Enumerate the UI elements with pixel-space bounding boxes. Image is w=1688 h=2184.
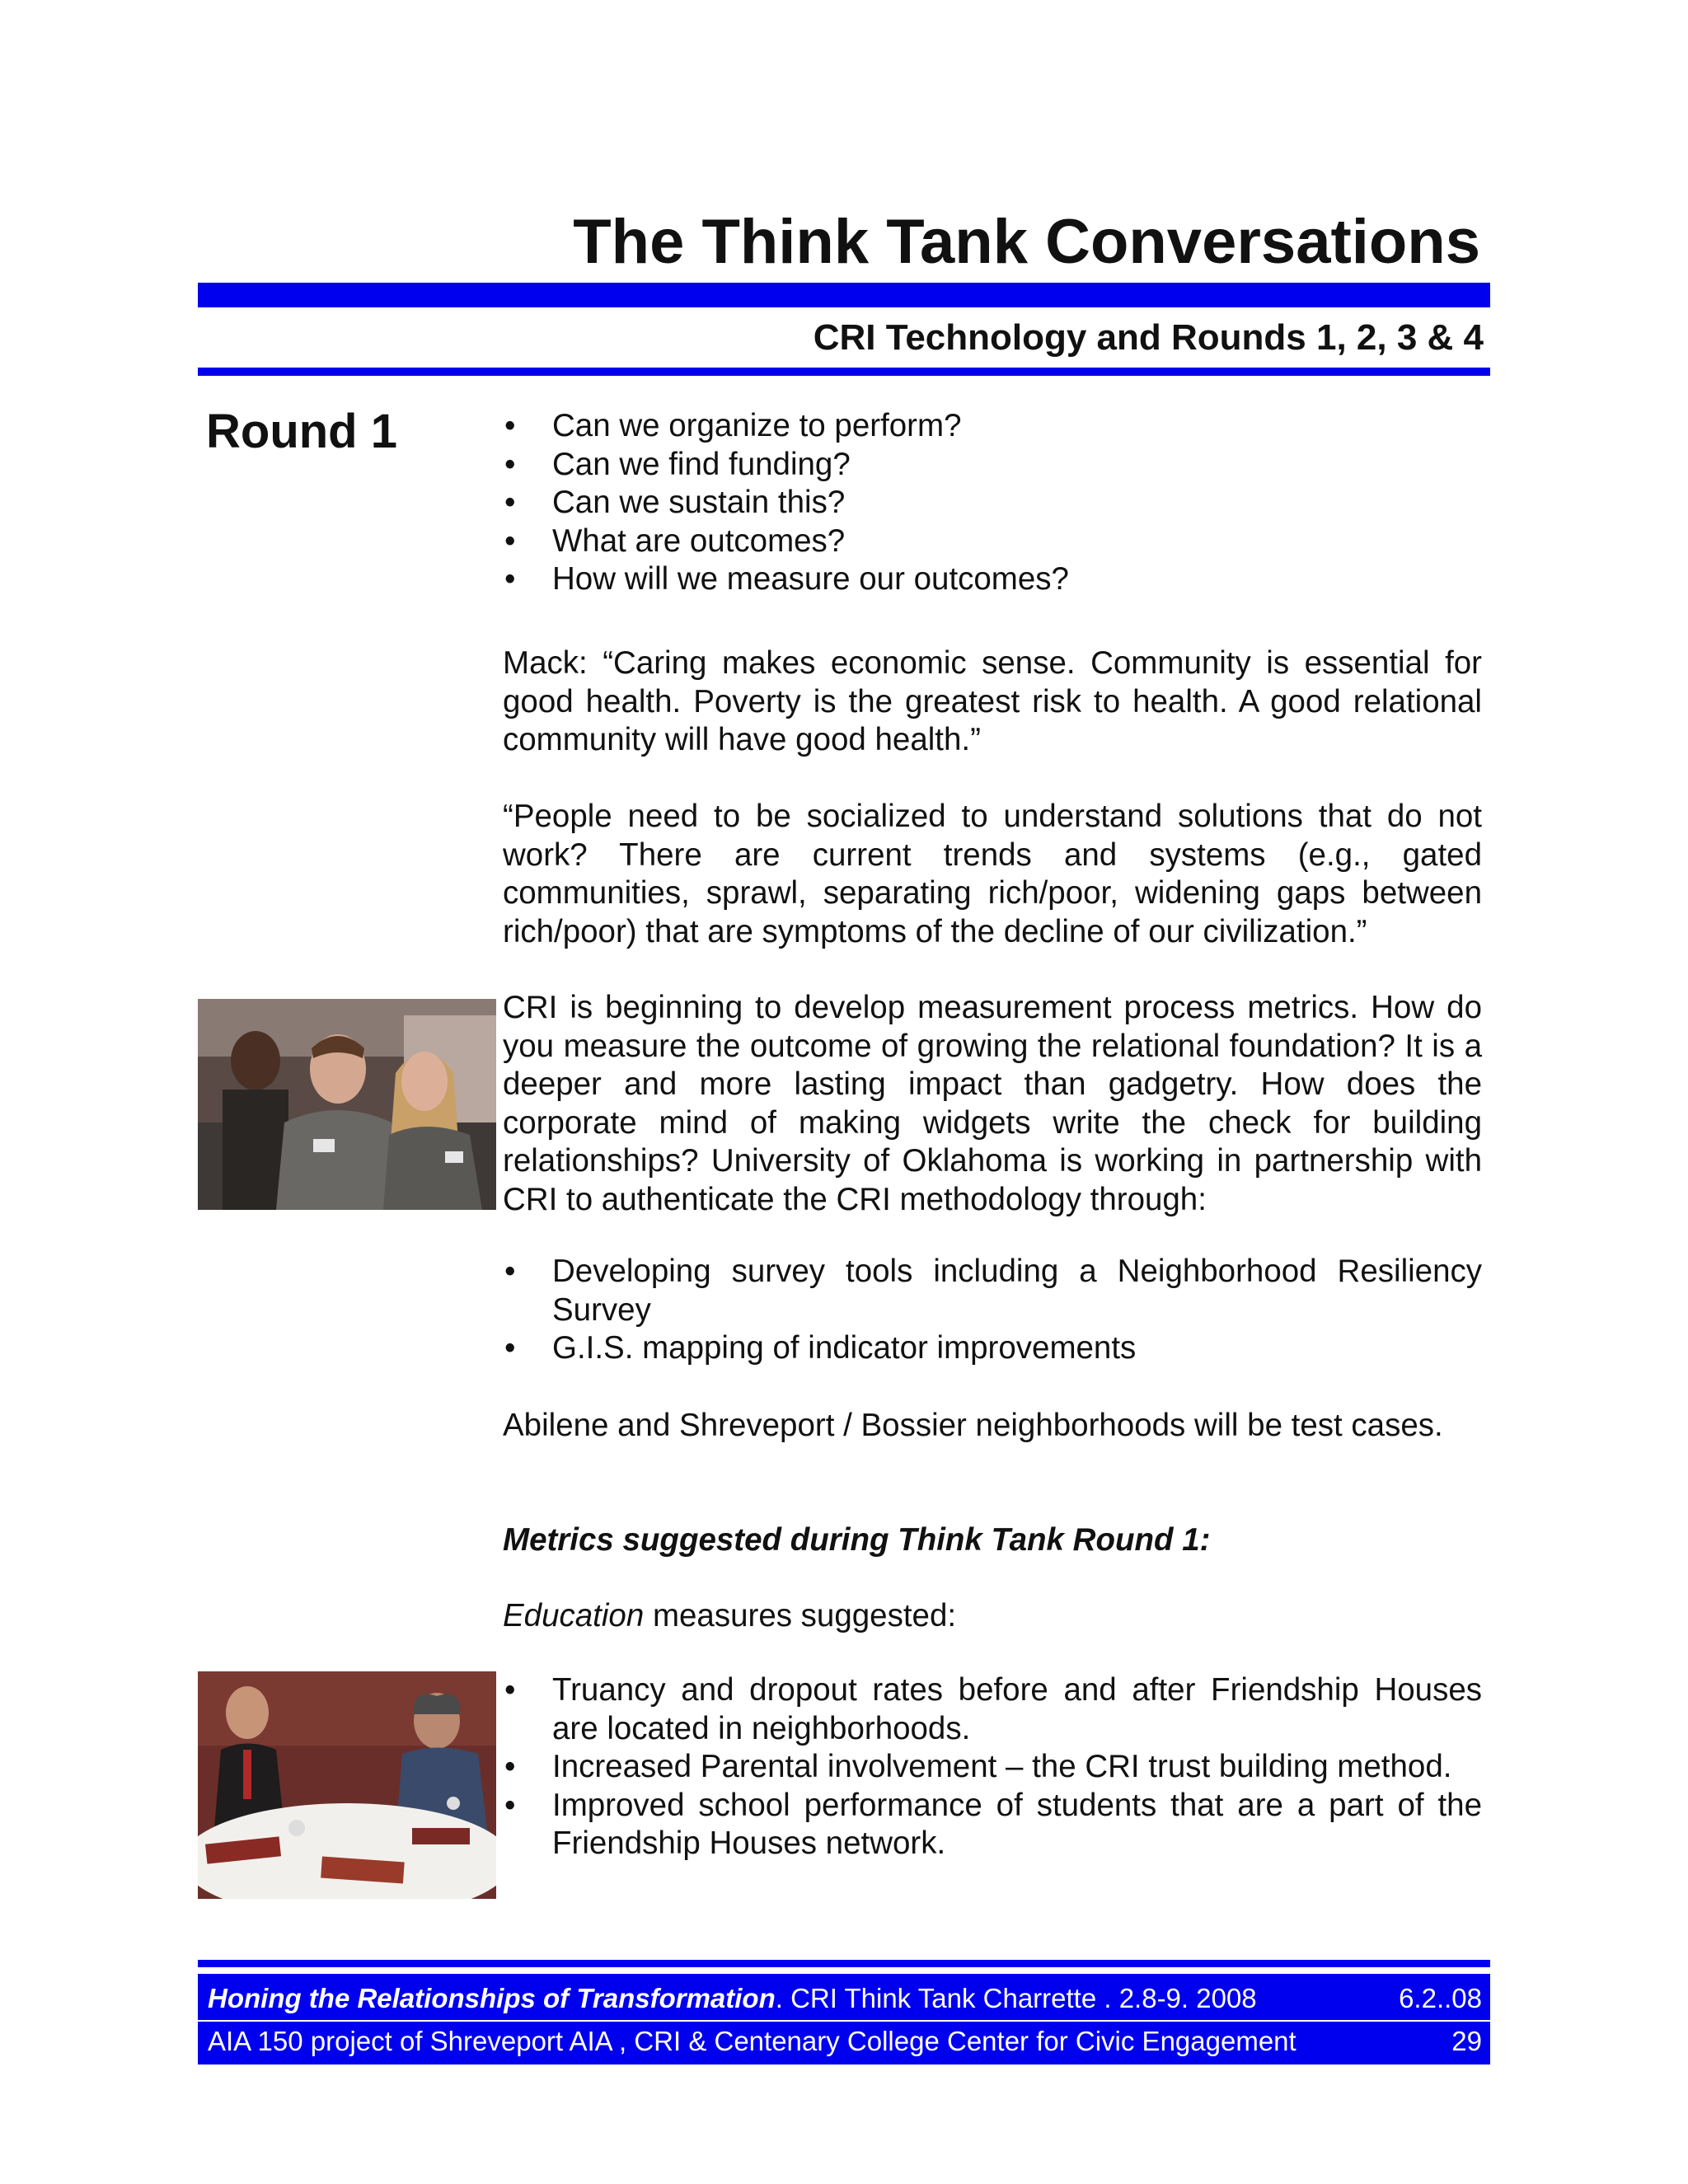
photo-table-discussion-image xyxy=(198,1671,496,1899)
footer xyxy=(198,1974,1490,2064)
methodology-block xyxy=(503,1253,1482,1368)
methodology-item: • G.I.S. mapping of indicator improvements xyxy=(503,1329,1482,1368)
education-emphasis: Education xyxy=(503,1598,645,1633)
photo-participants-image xyxy=(198,999,496,1210)
round-heading: Round 1 xyxy=(206,405,397,458)
education-block xyxy=(503,1671,1482,1863)
footer-event: . CRI Think Tank Charrette . 2.8-9. 2008 xyxy=(775,1983,1257,2013)
education-item: • Improved school performance of students that are a part of the Friendship Houses network. xyxy=(503,1787,1482,1863)
question-item: • Can we sustain this? xyxy=(503,484,1482,523)
footer-rule xyxy=(198,1960,1490,1967)
education-item: • Truancy and dropout rates before and after Friendship Houses are located in neighborhoods. xyxy=(503,1671,1482,1748)
questions-block xyxy=(503,407,1482,599)
page-title: The Think Tank Conversations xyxy=(573,207,1480,277)
photo-participants xyxy=(198,999,496,1210)
education-list xyxy=(503,1671,1482,1863)
education-heading xyxy=(503,1597,1482,1636)
question-item: • Can we organize to perform? xyxy=(503,407,1482,446)
questions-list xyxy=(503,407,1482,599)
question-item: • Can we find funding? xyxy=(503,446,1482,485)
title-rule xyxy=(198,283,1490,307)
page-subtitle: CRI Technology and Rounds 1, 2, 3 & 4 xyxy=(813,317,1484,358)
footer-divider xyxy=(198,2020,1490,2022)
methodology-list xyxy=(503,1253,1482,1368)
people-quote-paragraph: “People need to be socialized to understand solutions that do not work? There are current trends and systems (e.g., gated communities, sprawl, separating rich/poor, widening gaps between rich/poor) that are symptoms of the decline of our civilization.” xyxy=(503,799,1482,949)
subtitle-rule xyxy=(198,368,1490,376)
photo-table-discussion xyxy=(198,1671,496,1899)
methodology-item: • Developing survey tools including a Neighborhood Resiliency Survey xyxy=(503,1253,1482,1329)
question-item: • How will we measure our outcomes? xyxy=(503,560,1482,599)
footer-project: AIA 150 project of Shreveport AIA , CRI & Centenary College Center for Civic Engagement xyxy=(208,2026,1296,2056)
footer-line-2 xyxy=(208,2023,1482,2060)
footer-line-1 xyxy=(208,1980,1482,2017)
page-number: 29 xyxy=(1451,2026,1482,2056)
mack-quote-paragraph: Mack: “Caring makes economic sense. Community is essential for good health. Poverty is the greatest risk to health. A good relational community will have good health.” xyxy=(503,645,1482,757)
question-item: • What are outcomes? xyxy=(503,523,1482,561)
test-cases-paragraph: Abilene and Shreveport / Bossier neighborhoods will be test cases. xyxy=(503,1408,1443,1443)
education-item: • Increased Parental involvement – the CRI trust building method. xyxy=(503,1748,1482,1787)
footer-publication-title: Honing the Relationships of Transformation xyxy=(208,1983,776,2013)
cri-metrics-paragraph: CRI is beginning to develop measurement process metrics. How do you measure the outcome of growing the relational foundation? It is a deeper and more lasting impact than gadgetry. How does the corporate mind of making widgets write the check for building relationships? University of Oklahoma is working in partnership with CRI to authenticate the CRI methodology through: xyxy=(503,990,1482,1217)
footer-date: 6.2..08 xyxy=(1399,1983,1482,2013)
metrics-heading: Metrics suggested during Think Tank Round 1: xyxy=(503,1522,1211,1558)
education-heading-rest: measures suggested: xyxy=(644,1598,957,1633)
